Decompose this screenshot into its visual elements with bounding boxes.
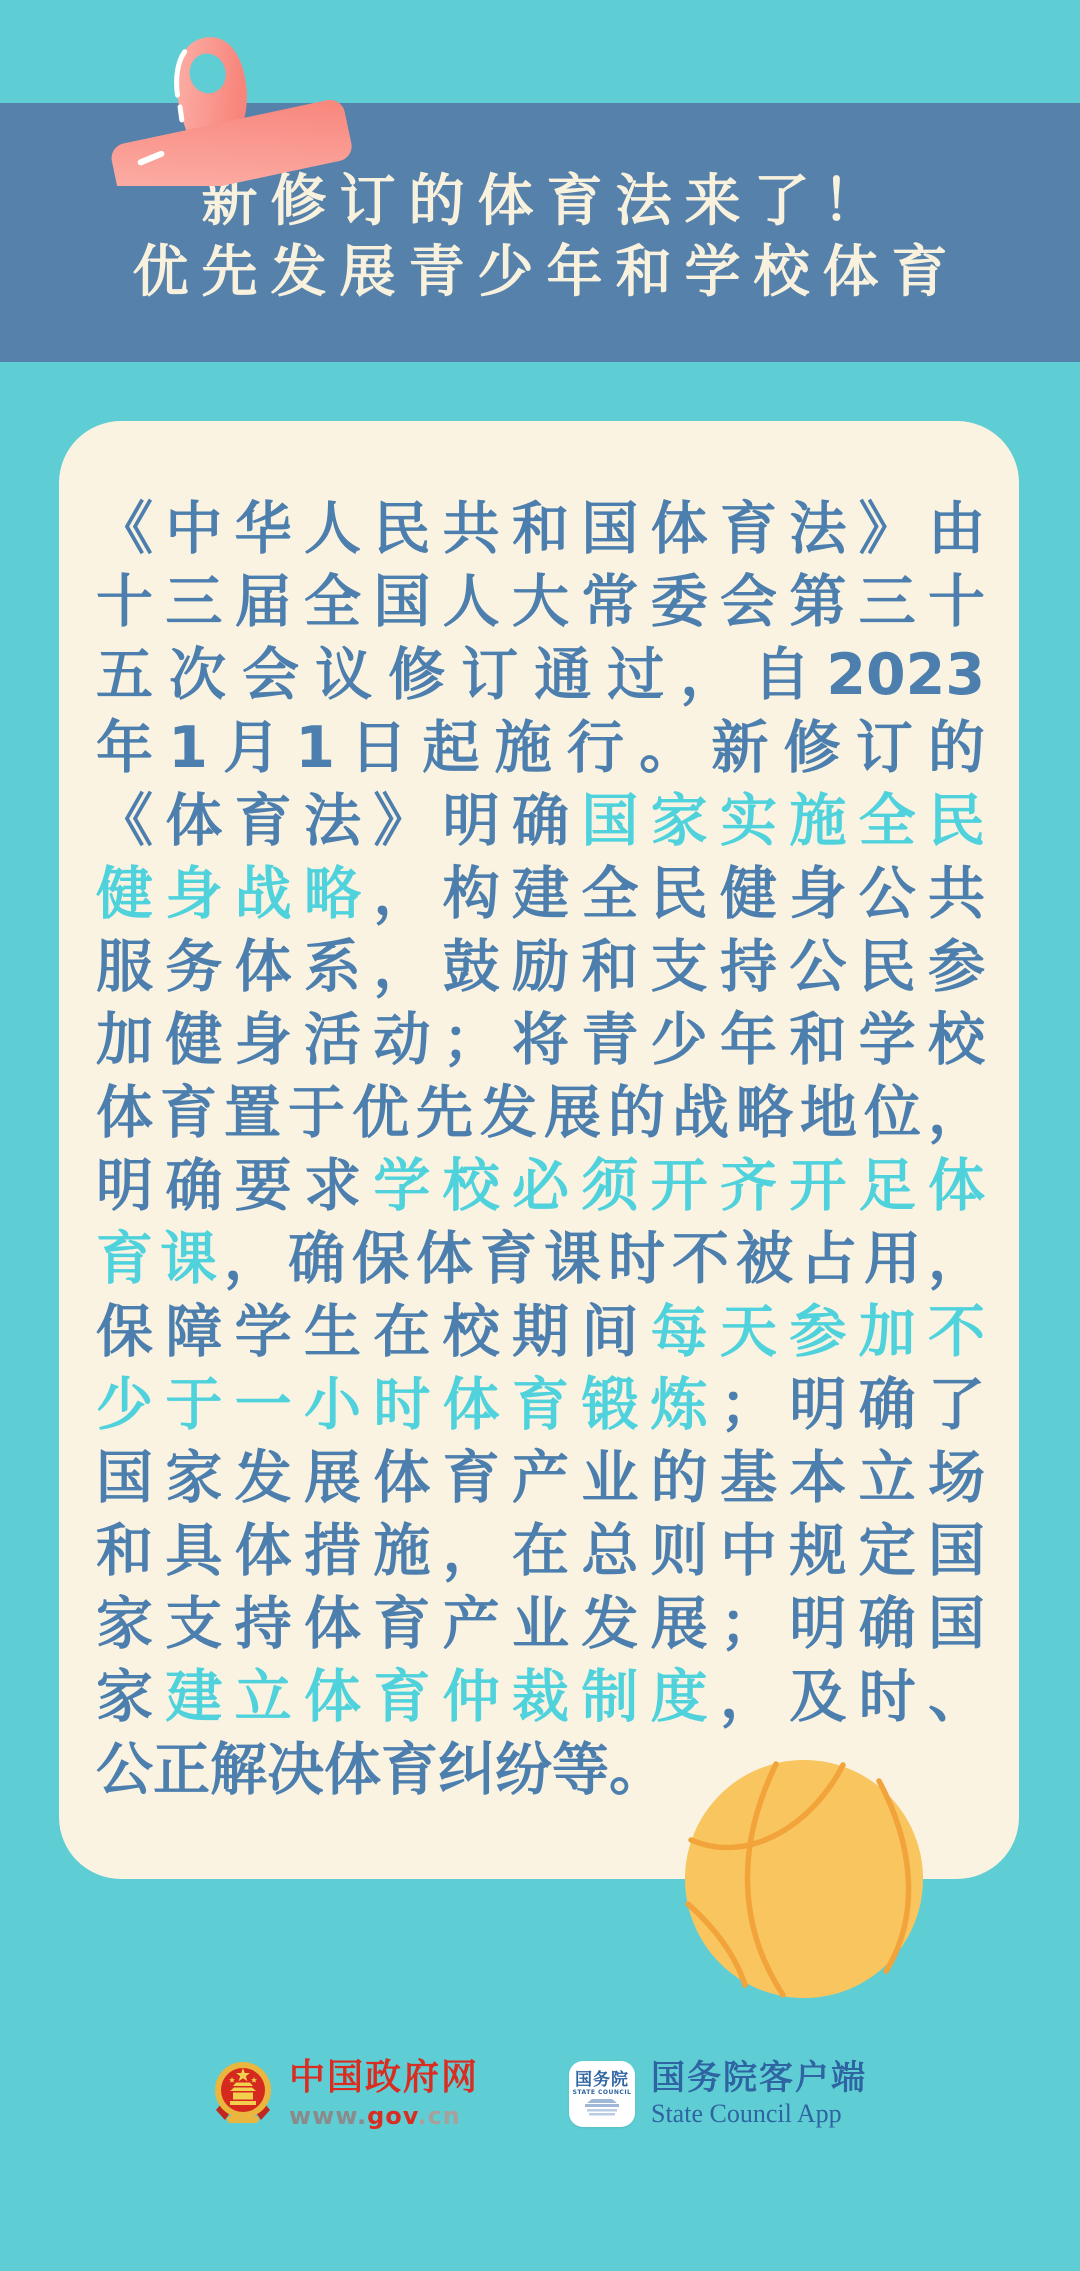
body-line — [96, 1588, 985, 1661]
gov-logo-text — [289, 2058, 479, 2129]
gov-url-gov: gov — [367, 2102, 418, 2130]
body-highlight-text: 健身战略 — [96, 861, 374, 927]
body-line — [96, 785, 985, 858]
body-plain-text: 保障学生在校期间 — [96, 1299, 651, 1365]
body-line — [96, 1442, 985, 1515]
body-line — [96, 1515, 985, 1588]
body-line — [96, 1661, 985, 1734]
tiananmen-building-icon — [579, 2097, 625, 2117]
body-line — [96, 493, 985, 566]
body-plain-text: 加健身活动；将青少年和学校 — [96, 1007, 985, 1073]
app-name: 国务院客户端 — [651, 2058, 867, 2098]
body-line — [96, 639, 985, 712]
binder-clip-icon — [95, 26, 360, 186]
app-icon-title: 国务院 — [575, 2069, 629, 2090]
body-line — [96, 931, 985, 1004]
gov-logo-group — [213, 2058, 479, 2129]
body-highlight-text: 国家实施全民 — [581, 788, 986, 854]
content-card — [59, 421, 1019, 1879]
body-plain-text: 家 — [96, 1664, 166, 1730]
app-logo-group — [569, 2059, 867, 2128]
body-line — [96, 1077, 985, 1150]
body-line — [96, 1223, 985, 1296]
gov-site-name: 中国政府网 — [288, 2057, 479, 2098]
body-plain-text: 明确要求 — [96, 1153, 374, 1219]
app-subtitle: State Council App — [651, 2099, 842, 2128]
body-line — [96, 858, 985, 931]
body-line — [96, 1150, 985, 1223]
body-plain-text: ；明确了 — [720, 1372, 985, 1438]
body-plain-text: 公正解决体育纠纷等。 — [96, 1737, 666, 1803]
body-plain-text: 家支持体育产业发展；明确国 — [96, 1591, 985, 1657]
body-plain-text: 五次会议修订通过，自2023 — [96, 642, 985, 708]
gov-url-www: www. — [288, 2102, 368, 2130]
gov-url-cn: .cn — [417, 2102, 461, 2130]
poster-title-line-2: 优先发展青少年和学校体育 — [132, 239, 961, 305]
body-highlight-text: 建立体育仲裁制度 — [165, 1664, 721, 1730]
footer — [0, 2058, 1080, 2129]
body-line — [96, 1369, 985, 1442]
body-plain-text: ，确保体育课时不被占用， — [224, 1226, 985, 1292]
body-line — [96, 1004, 985, 1077]
body-line — [96, 712, 985, 785]
app-icon-subtitle: STATE COUNCIL — [572, 2088, 632, 2096]
body-plain-text: ，及时、 — [720, 1664, 986, 1730]
body-highlight-text: 学校必须开齐开足体 — [373, 1153, 986, 1219]
app-logo-text — [651, 2059, 867, 2128]
body-highlight-text: 每天参加不 — [650, 1299, 986, 1365]
body-plain-text: 《体育法》明确 — [96, 788, 582, 854]
state-council-app-icon — [569, 2061, 635, 2127]
basketball-icon — [683, 1758, 925, 2000]
body-plain-text: 体育置于优先发展的战略地位， — [96, 1080, 985, 1146]
body-plain-text: 《中华人民共和国体育法》由 — [96, 496, 985, 562]
body-line — [96, 1296, 985, 1369]
national-emblem-icon — [213, 2060, 273, 2128]
body-highlight-text: 育课 — [96, 1226, 224, 1292]
poster-title-line-1: 新修订的体育法来了！ — [201, 168, 892, 234]
body-plain-text: ，构建全民健身公共 — [373, 861, 986, 927]
body-text — [96, 493, 985, 1807]
body-plain-text: 十三届全国人大常委会第三十 — [96, 569, 985, 635]
body-line — [96, 566, 985, 639]
body-highlight-text: 少于一小时体育锻炼 — [96, 1372, 720, 1438]
body-plain-text: 和具体措施，在总则中规定国 — [96, 1518, 985, 1584]
body-plain-text: 国家发展体育产业的基本立场 — [96, 1445, 985, 1511]
body-plain-text: 服务体系，鼓励和支持公民参 — [96, 934, 985, 1000]
gov-site-url — [289, 2103, 479, 2129]
body-plain-text: 年1月1日起施行。新修订的 — [96, 715, 985, 781]
